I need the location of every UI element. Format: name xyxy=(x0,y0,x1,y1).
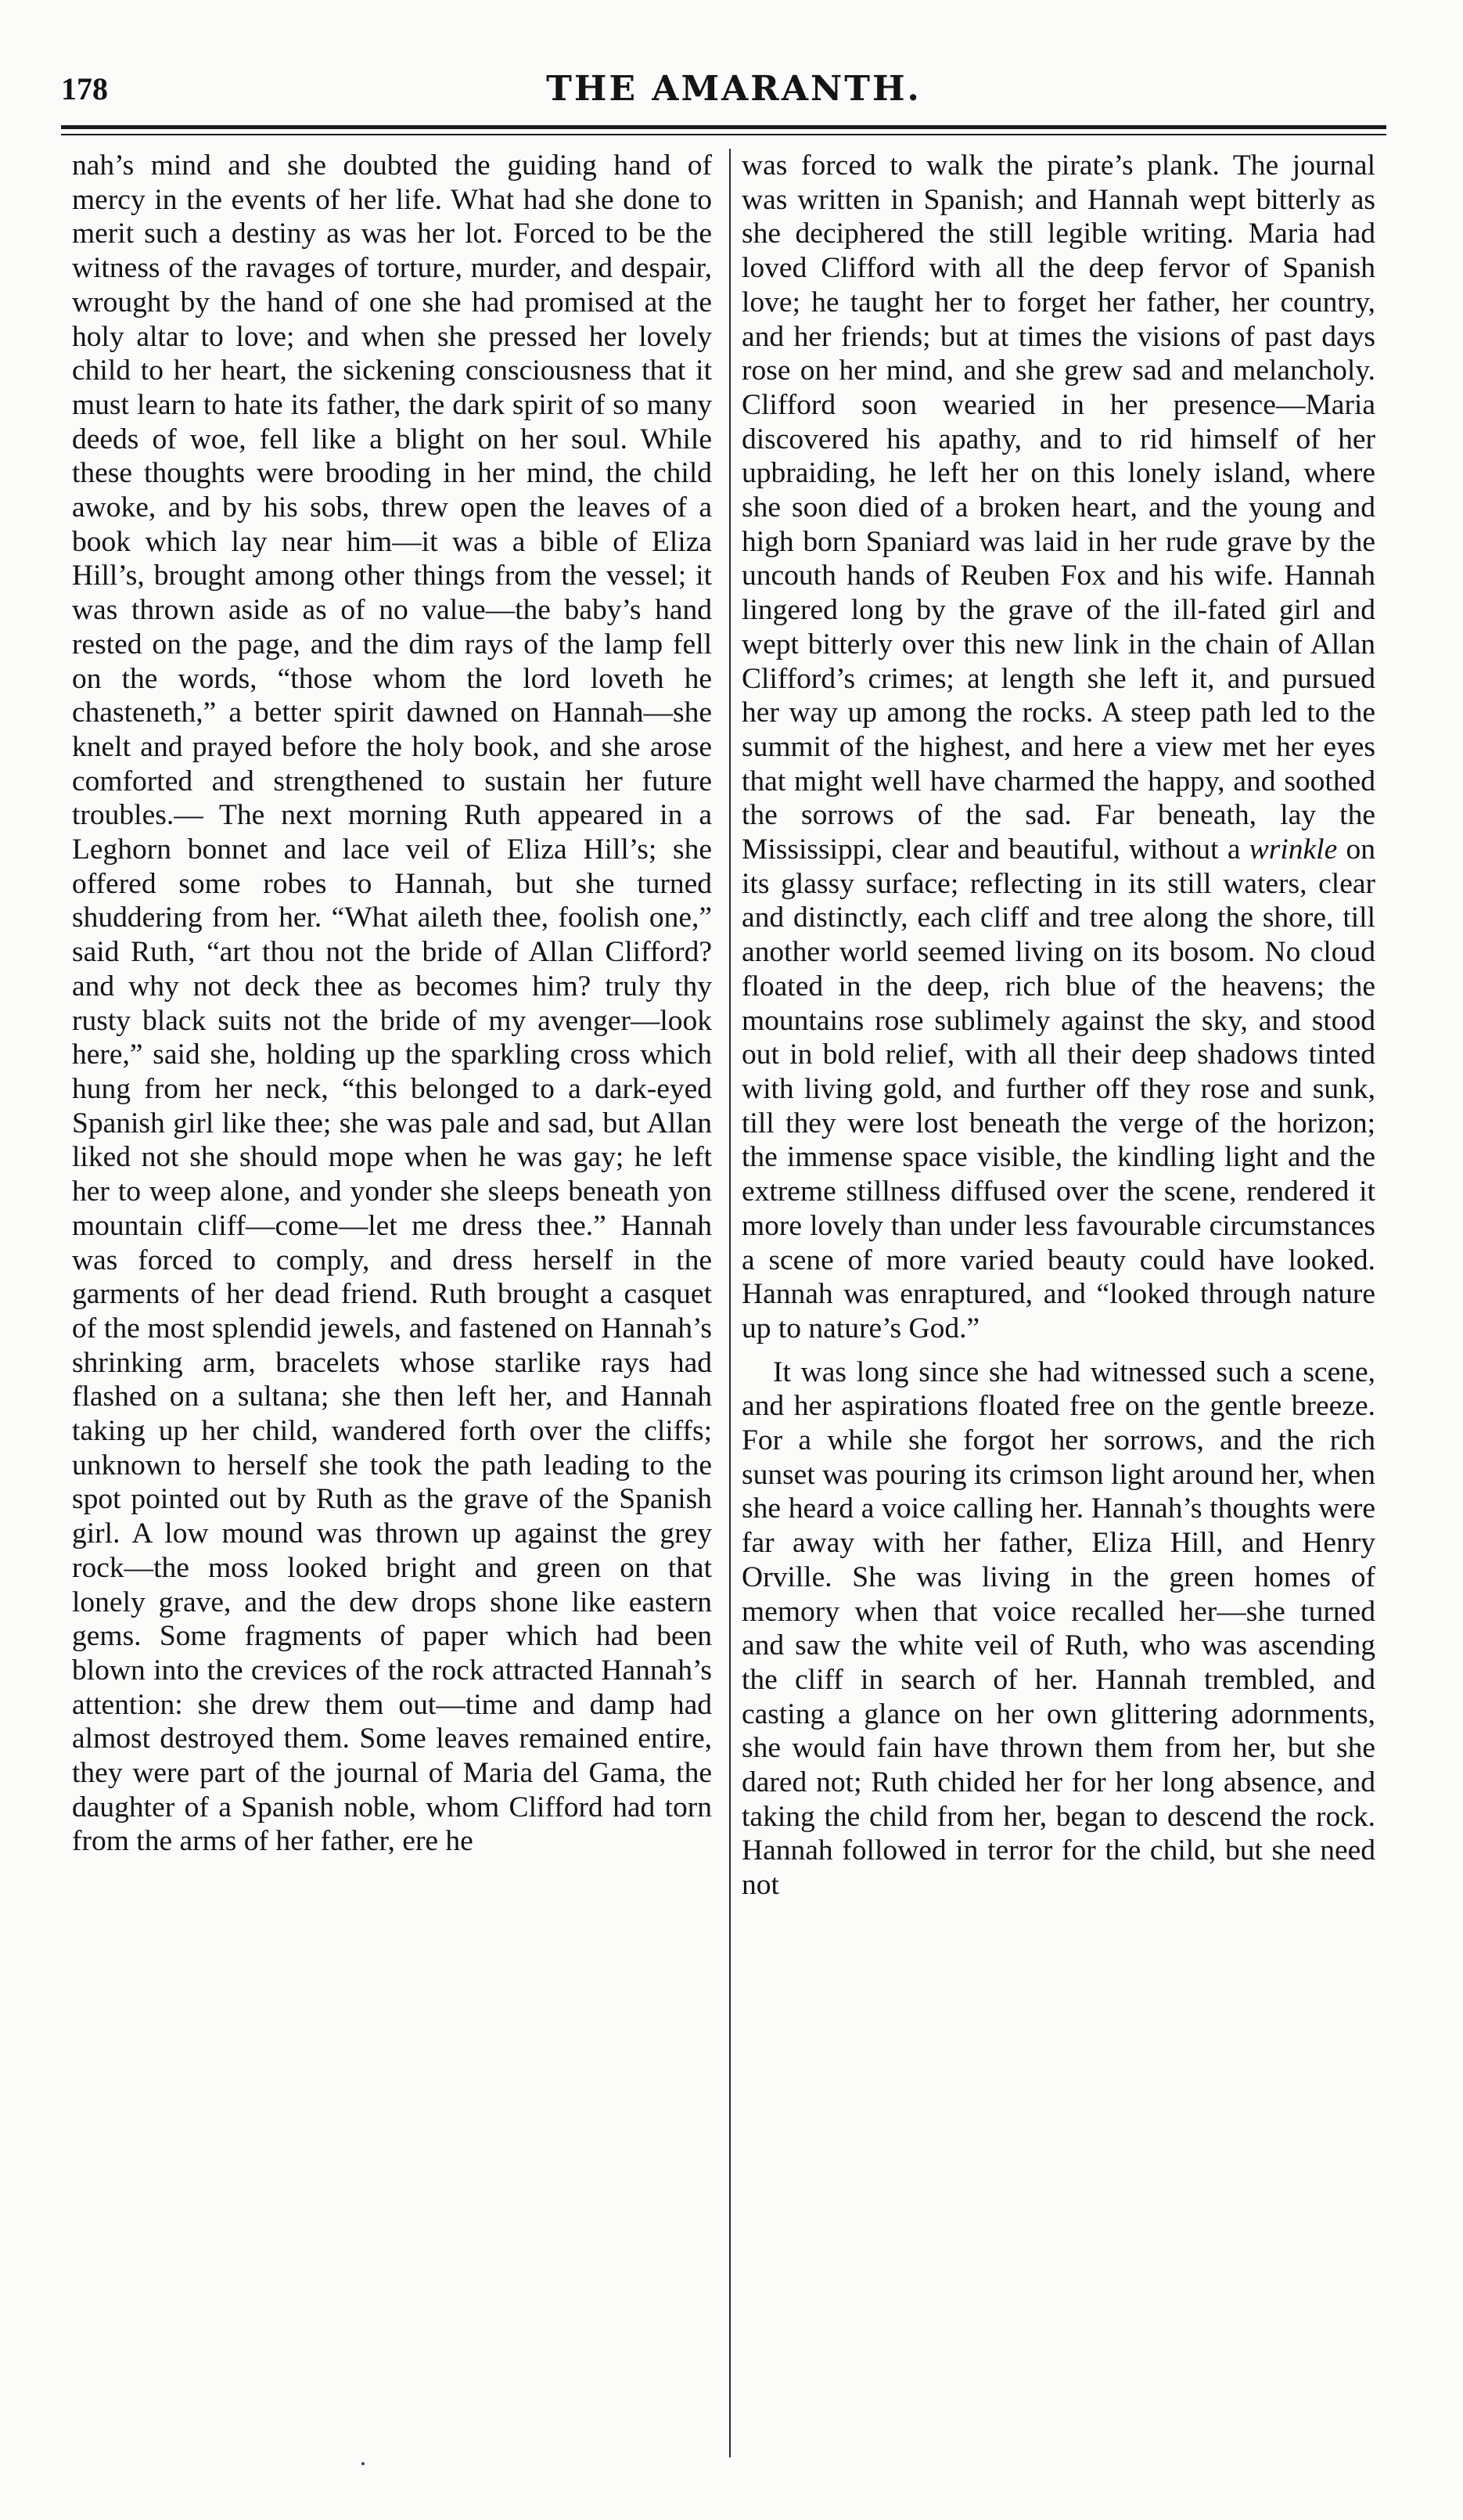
right-paragraph-1-text-a: was forced to walk the pirate’s plank. The journal was written in Spanish; and Hannah wept bitterly as she deciphered the still legible writing. Maria had loved Clifford with all the deep fervor of Spanish love; he taught her to forget her father, her country, and her friends; but at times the visions of past days rose on her mind, and she grew sad and melancholy. Clifford soon wearied in her presence—Maria discovered his apathy, and to rid himself of her upbraiding, he left her on this lonely island, where she soon died of a broken heart, and the young and high born Spaniard was laid in her rude grave by the uncouth hands of Reuben Fox and his wife. Hannah lingered long by the grave of the ill-fated girl and wept bitterly over this new link in the chain of Allan Clifford’s crimes; at length she left it, and pursued her way up among the rocks. A steep path led to the summit of the highest, and here a view met her eyes that might well have charmed the happy, and soothed the sorrows of the sad. Far beneath, lay the Mississippi, clear and beautiful, without a xyxy=(742,149,1375,866)
right-column xyxy=(742,149,1375,2465)
header-rule-thick xyxy=(61,125,1386,129)
running-title: THE AMARANTH. xyxy=(546,69,922,109)
right-paragraph-2: It was long since she had witnessed such a scene, and her aspirations floated free on the gentle breeze. For a while she forgot her sorrows, and the rich sunset was pouring its crimson light around her, when she heard a voice calling her. Hannah’s thoughts were far away with her father, Eliza Hill, and Henry Orville. She was living in the green homes of memory when that voice recalled her—she turned and saw the white veil of Ruth, who was ascending the cliff in search of her. Hannah trembled, and casting a glance on her own glittering adornments, she would fain have thrown them from her, but she dared not; Ruth chided her for her long absence, and taking the child from her, began to descend the rock. Hannah followed in terror for the child, but she need not xyxy=(742,1355,1375,1902)
print-speck xyxy=(361,2462,365,2465)
italic-word: wrinkle xyxy=(1249,833,1338,866)
column-divider xyxy=(729,149,731,2457)
page-number: 178 xyxy=(61,71,108,106)
page-header xyxy=(61,67,1407,122)
left-column xyxy=(72,149,712,2465)
header-rule-thin xyxy=(61,134,1386,135)
right-paragraph-1-text-b: on its glassy surface; reflecting in its still waters, clear and distinctly, each cliff and tree along the shore, till another world seemed living on its bosom. No cloud floated in the deep, rich blue of the heavens; the mountains rose sublimely against the sky, and stood out in bold relief, with all their deep shadows tinted with living gold, and further off they rose and sunk, till they were lost beneath the verge of the horizon; the immense space visible, the kindling light and the extreme stillness diffused over the scene, rendered it more lovely than under less favourable circumstances a scene of more varied beauty could have looked. Hannah was enraptured, and “looked through nature up to nature’s God.” xyxy=(742,833,1375,1345)
left-paragraph-1: nah’s mind and she doubted the guiding hand of mercy in the events of her life. What had she done to merit such a destiny as was her lot. Forced to be the witness of the ravages of torture, murder, and despair, wrought by the hand of one she had promised at the holy altar to love; and when she pressed her lovely child to her heart, the sickening consciousness that it must learn to hate its father, the dark spirit of so many deeds of woe, fell like a blight on her soul. While these thoughts were brooding in her mind, the child awoke, and by his sobs, threw open the leaves of a book which lay near him—it was a bible of Eliza Hill’s, brought among other things from the vessel; it was thrown aside as of no value—the baby’s hand rested on the page, and the dim rays of the lamp fell on the words, “those whom the lord loveth he chasteneth,” a better spirit dawned on Hannah—she knelt and prayed before the holy book, and she arose comforted and strengthened to sustain her future troubles.— The next morning Ruth appeared in a Leghorn bonnet and lace veil of Eliza Hill’s; she offered some robes to Hannah, but she turned shuddering from her. “What aileth thee, foolish one,” said Ruth, “art thou not the bride of Allan Clifford? and why not deck thee as becomes him? truly thy rusty black suits not the bride of my avenger—look here,” said she, holding up the sparkling cross which hung from her neck, “this belonged to a dark-eyed Spanish girl like thee; she was pale and sad, but Allan liked not she should mope when he was gay; he left her to weep alone, and yonder she sleeps beneath yon mountain cliff—come—let me dress thee.” Hannah was forced to comply, and dress herself in the garments of her dead friend. Ruth brought a casquet of the most splendid jewels, and fastened on Hannah’s shrinking arm, bracelets whose starlike rays had flashed on a sultana; she then left her, and Hannah taking up her child, wandered forth over the cliffs; unknown to herself she took the path leading to the spot pointed out by Ruth as the grave of the Spanish girl. A low mound was thrown up against the grey rock—the moss looked bright and green on that lonely grave, and the dew drops shone like eastern gems. Some fragments of paper which had been blown into the crevices of the rock attracted Hannah’s attention: she drew them out—time and damp had almost destroyed them. Some leaves remained entire, they were part of the journal of Maria del Gama, the daughter of a Spanish noble, whom Clifford had torn from the arms of her father, ere he xyxy=(72,149,712,1858)
right-paragraph-1 xyxy=(742,149,1375,1346)
